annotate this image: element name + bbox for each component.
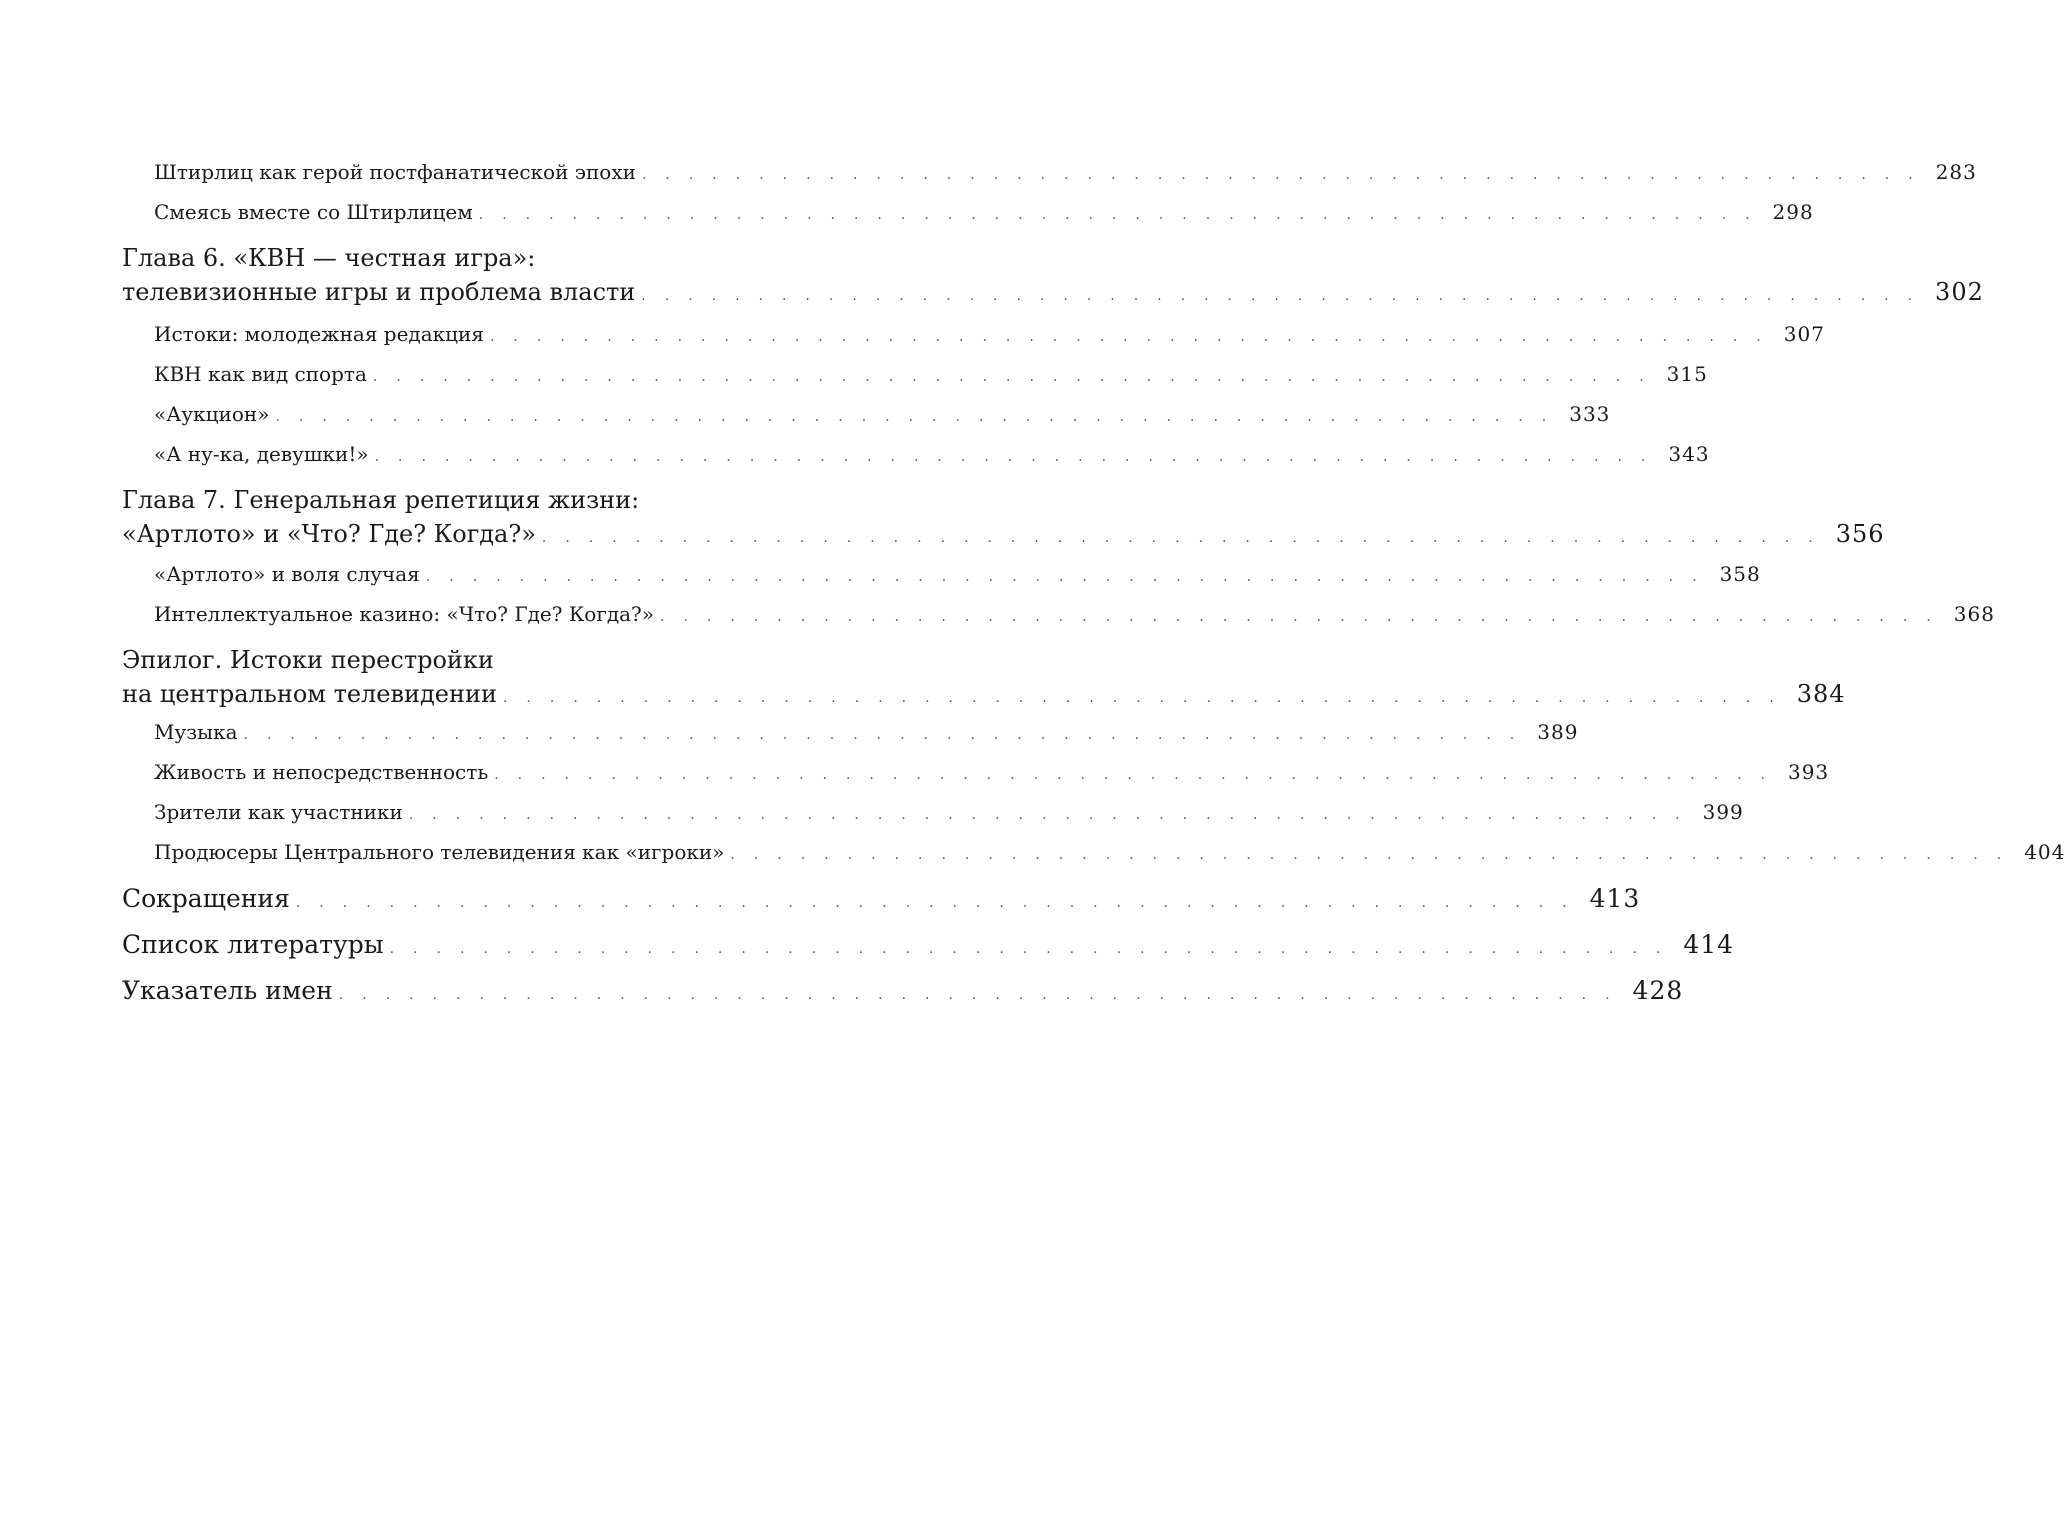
- toc-line: [154, 562, 1761, 586]
- toc-entry-title: Список литературы: [122, 930, 384, 959]
- toc-entry-title: Сокращения: [122, 884, 290, 913]
- dot-leader: .......................................................: [243, 727, 1534, 743]
- toc-line: [154, 840, 2065, 864]
- toc-page-number: 428: [1632, 976, 1684, 1005]
- toc-page-number: 414: [1683, 930, 1735, 959]
- toc-entry-title: Интеллектуальное казино: «Что? Где? Когда?»: [154, 602, 655, 626]
- toc-entry-title-continued: на центральном телевидении: [122, 680, 497, 708]
- toc-page-number: 389: [1537, 720, 1579, 744]
- toc-page-number: 356: [1835, 520, 1885, 548]
- toc-line: [122, 646, 854, 674]
- dot-leader: .......................................................: [374, 449, 1665, 465]
- toc-entry-title: Музыка: [154, 720, 238, 744]
- toc-entry-title: Эпилог. Истоки перестройки: [122, 646, 494, 674]
- toc-page-number: 393: [1787, 760, 1830, 784]
- toc-entry-title: Глава 6. «КВН — честная игра»:: [122, 244, 536, 272]
- table-of-contents: [122, 0, 2065, 1535]
- toc-entry-title: «Артлото» и воля случая: [154, 562, 420, 586]
- toc-line: [122, 486, 854, 514]
- toc-page-number: 343: [1668, 442, 1710, 466]
- dot-leader: .......................................................: [275, 409, 1566, 425]
- dot-leader: .......................................................: [660, 609, 1950, 625]
- toc-line: [122, 520, 1885, 548]
- toc-line: [154, 720, 1579, 744]
- toc-line: [154, 602, 1995, 626]
- toc-entry-title: Истоки: молодежная редакция: [154, 322, 484, 346]
- toc-page-number: 307: [1783, 322, 1825, 346]
- dot-leader: .......................................................: [641, 288, 1932, 304]
- toc-page-number: 413: [1589, 884, 1641, 913]
- dot-leader: .......................................................: [389, 941, 1680, 957]
- toc-line: [122, 884, 1641, 913]
- toc-line: [154, 322, 1825, 346]
- toc-page-number: 368: [1953, 602, 1995, 626]
- toc-line: [122, 930, 1735, 959]
- toc-line: [122, 278, 1984, 306]
- toc-page-number: 315: [1666, 362, 1708, 386]
- toc-entry-title: Продюсеры Центрального телевидения как «игроки»: [154, 840, 725, 864]
- toc-line: [154, 402, 1611, 426]
- dot-leader: .......................................................: [295, 895, 1586, 911]
- toc-entry-title: Указатель имен: [122, 976, 333, 1005]
- toc-page-number: 283: [1935, 160, 1977, 184]
- toc-entry-title-continued: телевизионные игры и проблема власти: [122, 278, 636, 306]
- toc-entry-title: Глава 7. Генеральная репетиция жизни:: [122, 486, 640, 514]
- toc-line: [154, 800, 1744, 824]
- toc-line: [122, 244, 854, 272]
- toc-page-number: 404: [2024, 840, 2065, 864]
- dot-leader: .......................................................: [502, 690, 1793, 706]
- dot-leader: .......................................................: [338, 987, 1629, 1003]
- dot-leader: .......................................................: [730, 847, 2021, 863]
- toc-entry-title: Штирлиц как герой постфанатической эпохи: [154, 160, 636, 184]
- toc-entry-title: Смеясь вместе со Штирлицем: [154, 200, 473, 224]
- dot-leader: .......................................................: [641, 167, 1932, 183]
- toc-entry-title: «А ну-ка, девушки!»: [154, 442, 369, 466]
- toc-page-number: 302: [1935, 278, 1984, 306]
- dot-leader: .......................................................: [489, 329, 1780, 345]
- toc-page-number: 399: [1702, 800, 1744, 824]
- dot-leader: .......................................................: [478, 207, 1769, 223]
- toc-line: [154, 760, 1830, 784]
- toc-line: [122, 680, 1846, 708]
- toc-line: [122, 976, 1684, 1005]
- toc-page-number: 298: [1772, 200, 1814, 224]
- toc-line: [154, 200, 1814, 224]
- toc-entry-title: КВН как вид спорта: [154, 362, 367, 386]
- toc-entry-title: «Аукцион»: [154, 402, 270, 426]
- dot-leader: .......................................................: [372, 369, 1663, 385]
- toc-line: [154, 442, 1710, 466]
- toc-entry-title-continued: «Артлото» и «Что? Где? Когда?»: [122, 520, 536, 548]
- toc-line: [154, 362, 1708, 386]
- toc-line: [154, 160, 1977, 184]
- dot-leader: .......................................................: [408, 807, 1699, 823]
- dot-leader: .......................................................: [494, 767, 1784, 783]
- toc-page-number: 358: [1719, 562, 1761, 586]
- toc-page-number: 384: [1796, 680, 1846, 708]
- toc-page-number: 333: [1569, 402, 1611, 426]
- dot-leader: .......................................................: [425, 569, 1716, 585]
- dot-leader: .......................................................: [541, 530, 1832, 546]
- toc-entry-title: Живость и непосредственность: [154, 760, 489, 784]
- toc-entry-title: Зрители как участники: [154, 800, 403, 824]
